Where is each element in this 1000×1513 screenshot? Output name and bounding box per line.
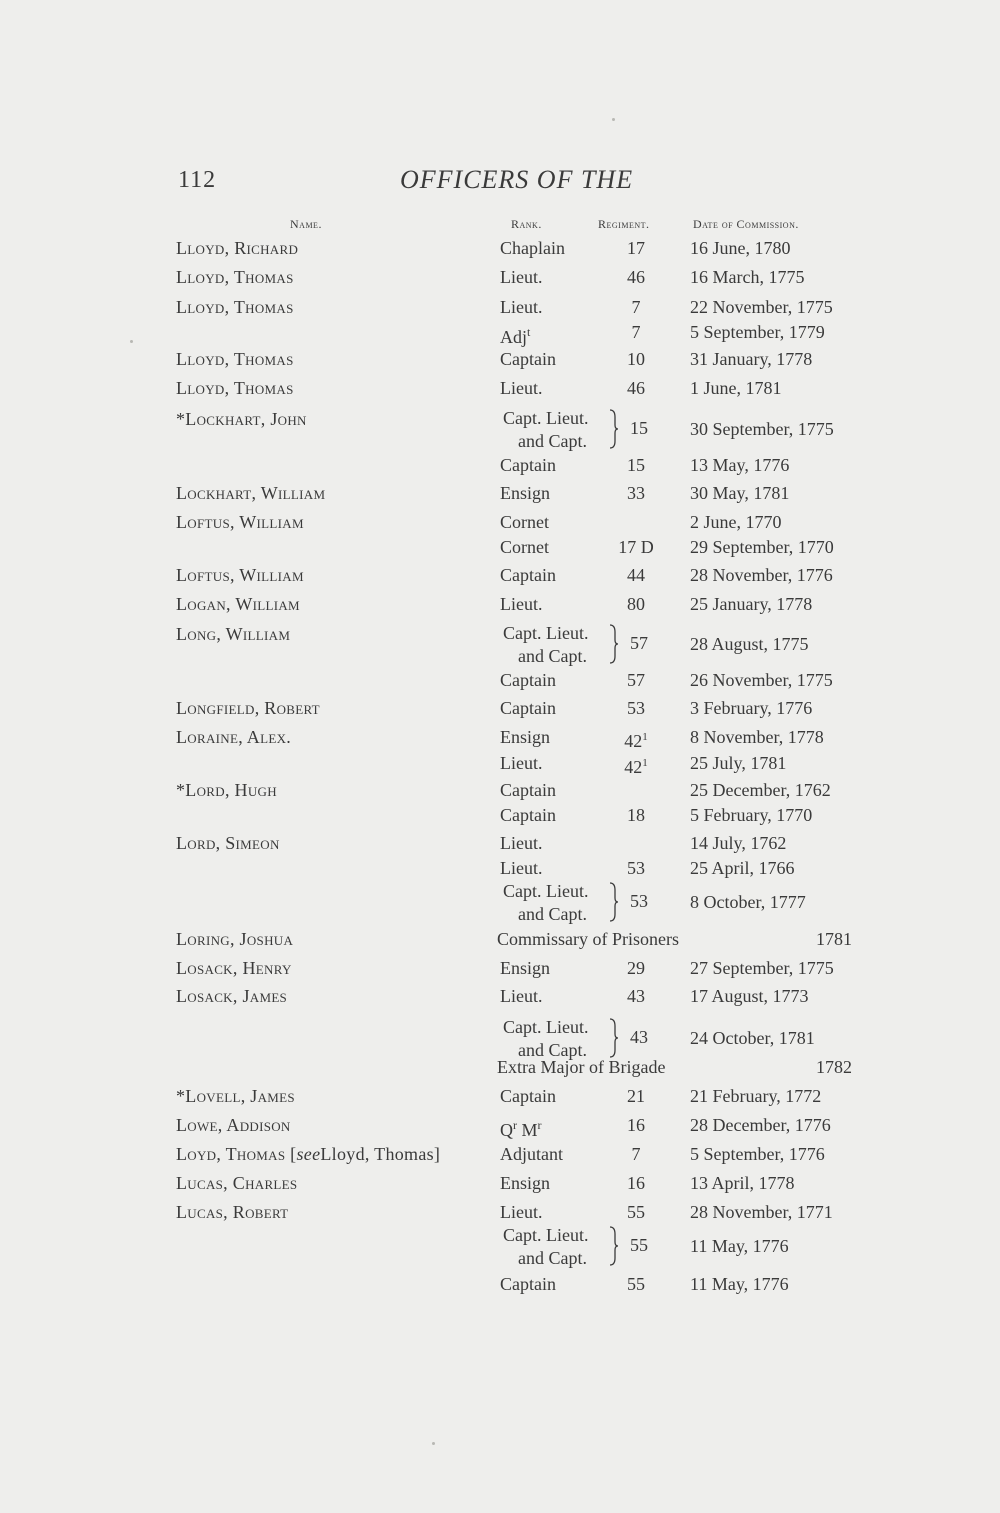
regiment: 17 D [618,537,654,557]
appointment: Commissary of Prisoners [497,929,679,949]
rank: Lieut. [500,267,543,287]
commission-date: 26 November, 1775 [690,670,833,690]
paper-speck [130,340,133,343]
superscript: 1 [642,731,648,743]
table-row [0,1142,1000,1166]
table-row [0,956,1000,980]
superscript: r [513,1118,517,1132]
commission-date: 31 January, 1778 [690,349,813,369]
table-row [0,620,1000,672]
commission-date: 14 July, 1762 [690,833,787,853]
table-row [0,481,1000,505]
table-row [0,927,1000,951]
table-row [0,265,1000,289]
commission-date: 5 September, 1776 [690,1144,825,1164]
regiment: $42^1$ [624,757,648,777]
officer-name: Loyd, Thomas [seeLloyd, Thomas] [176,1144,441,1164]
commission-year: 1782 [816,1057,852,1077]
table-row [0,592,1000,616]
rank: Adjutant [500,1144,563,1164]
rank: Captain [500,1086,556,1106]
commission-date: 22 November, 1775 [690,297,833,317]
table-row [0,696,1000,720]
brace-icon [608,882,618,922]
rank: Lieut. [500,378,543,398]
commission-date: 8 October, 1777 [690,892,806,912]
rank-continued: and Capt. [518,431,587,451]
page-number: 112 [178,167,217,193]
officer-name: Loraine, Alex. [176,727,292,747]
regiment: 46 [627,267,645,287]
table-row [0,984,1000,1008]
rank-continued: and Capt. [518,646,587,666]
rank-continued: and Capt. [518,904,587,924]
rank: Adj$^t$ [500,325,531,347]
regiment: 16 [627,1115,645,1135]
rank: Lieut. [500,594,543,614]
table-row [0,510,1000,534]
brace-icon [608,624,618,664]
regiment: 15 [627,455,645,475]
commission-date: 25 January, 1778 [690,594,813,614]
table-row [0,320,1000,347]
regiment: 17 [627,238,645,258]
commission-date: 11 May, 1776 [690,1274,789,1294]
regiment: 57 [627,670,645,690]
rank: Capt. Lieut. [503,1017,589,1037]
table-row [0,1113,1000,1140]
officer-name: Lucas, Charles [176,1173,298,1193]
rank-continued: and Capt. [518,1248,587,1268]
table-row [0,831,1000,855]
commission-date: 28 November, 1776 [690,565,833,585]
table-row [0,725,1000,749]
rank: Captain [500,349,556,369]
table-row [0,1084,1000,1108]
table-row [0,778,1000,802]
regiment: 15 [630,418,648,438]
commission-year: 1781 [816,929,852,949]
officer-name: Loftus, William [176,565,304,585]
officer-name: Losack, James [176,986,288,1006]
table-row [0,1272,1000,1296]
rank: Captain [500,565,556,585]
regiment: 33 [627,483,645,503]
brace-icon [608,409,618,449]
regiment: 29 [627,958,645,978]
regiment: $42^1$ [624,731,648,751]
officer-name: Loftus, William [176,512,304,532]
rank: Capt. Lieut. [503,408,589,428]
commission-date: 16 June, 1780 [690,238,791,258]
table-row [0,236,1000,260]
regiment: 10 [627,349,645,369]
officer-name: Long, William [176,624,291,644]
commission-date: 1 June, 1781 [690,378,782,398]
rank: Ensign [500,483,551,503]
officer-name: *Lovell, James [176,1086,295,1106]
rank: Captain [500,805,556,825]
regiment: 53 [627,858,645,878]
rank: $Q^r$ $M^r$ [500,1118,542,1140]
column-header-name: Name. [290,217,322,231]
commission-date: 27 September, 1775 [690,958,834,978]
appointment: Extra Major of Brigade [497,1057,666,1077]
table-row [0,453,1000,477]
column-header-rank: Rank. [511,217,542,231]
commission-date: 3 February, 1776 [690,698,813,718]
rank: Captain [500,698,556,718]
rank: Lieut. [500,833,543,853]
officer-name: Lloyd, Thomas [176,297,294,317]
commission-date: 8 November, 1778 [690,727,824,747]
table-row [0,295,1000,319]
officer-name: Lloyd, Richard [176,238,299,258]
commission-date: 28 November, 1771 [690,1202,833,1222]
table-row [0,878,1000,930]
regiment: 21 [627,1086,645,1106]
commission-date: 29 September, 1770 [690,537,834,557]
table-row [0,856,1000,880]
commission-date: 24 October, 1781 [690,1028,815,1048]
regiment: 57 [630,633,648,653]
regiment: 46 [627,378,645,398]
officer-name: Logan, William [176,594,300,614]
commission-date: 25 April, 1766 [690,858,795,878]
rank: Captain [500,1274,556,1294]
regiment: 7 [631,322,641,342]
see-target: Lloyd, Thomas] [320,1144,441,1164]
rank: Ensign [500,1173,551,1193]
regiment: 55 [627,1202,645,1222]
column-header-regiment: Regiment. [598,217,650,231]
commission-date: 2 June, 1770 [690,512,782,532]
regiment: 55 [627,1274,645,1294]
officer-name: *Lockhart, John [176,409,307,429]
rank: Lieut. [500,297,543,317]
table-row [0,1200,1000,1224]
rank: Capt. Lieut. [503,623,589,643]
superscript: 1 [642,757,648,769]
commission-date: 21 February, 1772 [690,1086,822,1106]
superscript: t [527,325,531,339]
rank: Captain [500,780,556,800]
paper-speck [432,1442,435,1445]
commission-date: 11 May, 1776 [690,1236,789,1256]
commission-date: 5 September, 1779 [690,322,825,342]
officer-name: Lowe, Addison [176,1115,291,1135]
rank: Ensign [500,727,551,747]
table-row [0,751,1000,775]
rank: Cornet [500,537,549,557]
commission-date: 16 March, 1775 [690,267,805,287]
regiment: 55 [630,1235,648,1255]
table-row [0,1222,1000,1274]
table-row [0,803,1000,827]
rank-continued: and Capt. [518,1040,587,1060]
officer-name: *Lord, Hugh [176,780,277,800]
table-row [0,1055,1000,1079]
rank: Ensign [500,958,551,978]
commission-date: 30 May, 1781 [690,483,790,503]
officer-name: Longfield, Robert [176,698,320,718]
officer-name: Losack, Henry [176,958,292,978]
officer-name: Lloyd, Thomas [176,267,294,287]
rank: Lieut. [500,858,543,878]
table-row [0,376,1000,400]
officer-name: Lockhart, William [176,483,326,503]
regiment: 53 [630,891,648,911]
rank: Lieut. [500,986,543,1006]
rank: Captain [500,455,556,475]
regiment: 43 [627,986,645,1006]
brace-icon [608,1226,618,1266]
commission-date: 28 August, 1775 [690,634,809,654]
running-title: OFFICERS OF THE [400,165,634,194]
commission-date: 28 December, 1776 [690,1115,831,1135]
commission-date: 13 May, 1776 [690,455,790,475]
officer-name: Lord, Simeon [176,833,280,853]
commission-date: 17 August, 1773 [690,986,809,1006]
officer-name: Lucas, Robert [176,1202,289,1222]
superscript: r [537,1118,542,1132]
rank: Capt. Lieut. [503,1225,589,1245]
regiment: 16 [627,1173,645,1193]
commission-date: 30 September, 1775 [690,419,834,439]
rank: Chaplain [500,238,565,258]
rank: Lieut. [500,1202,543,1222]
paper-speck [612,118,615,121]
rank: Cornet [500,512,549,532]
commission-date: 13 April, 1778 [690,1173,795,1193]
table-row [0,347,1000,371]
table-row [0,1171,1000,1195]
regiment: 53 [627,698,645,718]
rank: Captain [500,670,556,690]
column-header-date: Date of Commission. [693,217,799,231]
regiment: 44 [627,565,645,585]
commission-date: 25 July, 1781 [690,753,787,773]
brace-icon [608,1018,618,1058]
regiment: 18 [627,805,645,825]
officer-name: Loring, Joshua [176,929,294,949]
officer-name: Lloyd, Thomas [176,349,294,369]
commission-date: 5 February, 1770 [690,805,813,825]
commission-date: 25 December, 1762 [690,780,831,800]
regiment: 7 [631,1144,641,1164]
see-reference: see [296,1144,321,1164]
regiment: 7 [631,297,641,317]
regiment: 80 [627,594,645,614]
regiment: 43 [630,1027,648,1047]
rank: Lieut. [500,753,543,773]
table-row [0,535,1000,559]
table-row [0,563,1000,587]
officer-name: Lloyd, Thomas [176,378,294,398]
rank: Capt. Lieut. [503,881,589,901]
table-row [0,405,1000,457]
table-row [0,668,1000,692]
